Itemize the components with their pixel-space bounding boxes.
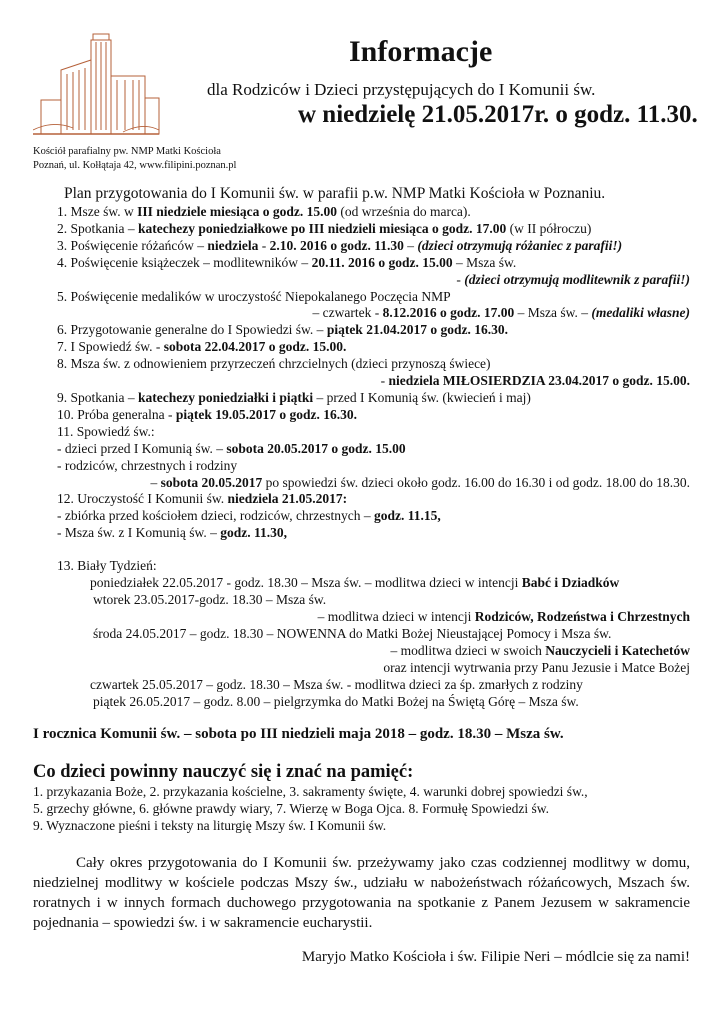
plan-item-12: 12. Uroczystość I Komunii św. niedziela 21.05.2017: (57, 491, 348, 506)
plan-title: Plan przygotowania do I Komunii św. w parafii p.w. NMP Matki Kościoła w Poznaniu. (64, 185, 606, 202)
white-week-thursday: czwartek 25.05.2017 – godz. 18.30 – Msza św. - modlitwa dzieci za śp. zmarłych z rodziny (90, 677, 583, 692)
plan-item-5-date: – czwartek - 8.12.2016 o godz. 17.00 – Msza św. – (medaliki własne) (312, 305, 690, 320)
white-week-friday: piątek 26.05.2017 – godz. 8.00 – pielgrzymka do Matki Bożej na Świętą Górę – Msza św. (93, 694, 579, 709)
plan-item-10: 10. Próba generalna - piątek 19.05.2017 o godz. 16.30. (57, 407, 357, 422)
page-subtitle: dla Rodziców i Dzieci przystępujących do I Komunii św. (207, 80, 596, 99)
learn-line-3: 9. Wyznaczone pieśni i teksty na liturgię Mszy św. I Komunii św. (33, 818, 387, 833)
plan-item-7: 7. I Spowiedź św. - sobota 22.04.2017 o godz. 15.00. (57, 339, 347, 354)
white-week-wednesday: środa 24.05.2017 – godz. 18.30 – NOWENNA do Matki Bożej Nieustającej Pomocy i Msza św. (93, 626, 612, 641)
plan-item-4: 4. Poświęcenie książeczek – modlitewników – 20.11. 2016 o godz. 15.00 – Msza św. (57, 255, 517, 270)
plan-item-9: 9. Spotkania – katechezy poniedziałki i piątki – przed I Komunią św. (kwiecień i maj) (57, 390, 531, 405)
white-week-wednesday-intention: – modlitwa dzieci w swoich Nauczycieli i Katechetów (390, 643, 690, 658)
white-week-monday: poniedziałek 22.05.2017 - godz. 18.30 – Msza św. – modlitwa dzieci w intencji Babć i Dziadków (90, 575, 620, 590)
plan-item-12-gathering: - zbiórka przed kościołem dzieci, rodziców, chrzestnych – godz. 11.15, (57, 508, 441, 523)
parish-address: Poznań, ul. Kołłątaja 42, www.filipini.poznan.pl (33, 160, 237, 171)
plan-item-11-parents: - rodziców, chrzestnych i rodziny (57, 458, 238, 473)
plan-item-11: 11. Spowiedź św.: (57, 424, 155, 439)
plan-item-11-children: - dzieci przed I Komunią św. – sobota 20.05.2017 o godz. 15.00 (57, 441, 406, 456)
plan-item-6: 6. Przygotowanie generalne do I Spowiedzi św. – piątek 21.04.2017 o godz. 16.30. (57, 322, 508, 337)
plan-item-3: 3. Poświęcenie różańców – niedziela - 2.10. 2016 o godz. 11.30 – (dzieci otrzymują różaniec z parafii!) (57, 238, 623, 253)
plan-item-1: 1. Msze św. w III niedziele miesiąca o godz. 15.00 (od września do marca). (57, 204, 471, 219)
learn-line-2: 5. grzechy główne, 6. główne prawdy wiary, 7. Wierzę w Boga Ojca. 8. Formułę Spowiedzi św. (33, 801, 549, 816)
plan-item-5: 5. Poświęcenie medalików w uroczystość Niepokalanego Poczęcia NMP (57, 289, 451, 304)
closing-paragraph: Cały okres przygotowania do I Komunii św. przeżywamy jako czas codziennej modlitwy w domu, niedzielnej modlitwy w kościele podczas Mszy św., udziału w nabożeństwach różańcowych, Mszach św. roratnych i w innych formach duchowego przygotowania na spotkanie z Panem Jezusem w sakramencie pojednania – spowiedzi św. i w sakramencie eucharystii. (33, 855, 690, 931)
plan-item-2: 2. Spotkania – katechezy poniedziałkowe po III niedzieli miesiąca o godz. 17.00 (w II półroczu) (57, 221, 592, 236)
white-week-wednesday-intention-2: oraz intencji wytrwania przy Panu Jezusie i Matce Bożej (383, 660, 690, 675)
white-week-title: 13. Biały Tydzień: (57, 558, 157, 573)
plan-item-8: 8. Msza św. z odnowieniem przyrzeczeń chrzcielnych (dzieci przynoszą świece) (57, 356, 491, 371)
white-week-tuesday-intention: – modlitwa dzieci w intencji Rodziców, Rodzeństwa i Chrzestnych (317, 609, 690, 624)
plan-item-12-mass: - Msza św. z I Komunią św. – godz. 11.30, (57, 525, 287, 540)
learn-line-1: 1. przykazania Boże, 2. przykazania kościelne, 3. sakramenty święte, 4. warunki dobrej spowiedzi św., (33, 784, 588, 799)
anniversary-line: I rocznica Komunii św. – sobota po III niedzieli maja 2018 – godz. 18.30 – Msza św. (33, 726, 564, 742)
parish-name: Kościół parafialny pw. NMP Matki Kościoła (33, 146, 221, 157)
plan-item-11-parents-date: – sobota 20.05.2017 po spowiedzi św. dzieci około godz. 16.00 do 16.30 i od godz. 18.00 do 18.30. (150, 475, 690, 490)
plan-item-8-date: - niedziela MIŁOSIERDZIA 23.04.2017 o godz. 15.00. (380, 373, 690, 388)
learn-heading: Co dzieci powinny nauczyć się i znać na pamięć: (33, 762, 414, 782)
plan-item-4-note: - (dzieci otrzymują modlitewnik z parafii!) (456, 272, 690, 287)
closing-prayer: Maryjo Matko Kościoła i św. Filipie Neri – módlcie się za nami! (301, 949, 690, 965)
date-heading: w niedzielę 21.05.2017r. o godz. 11.30. (298, 101, 698, 128)
white-week-tuesday: wtorek 23.05.2017-godz. 18.30 – Msza św. (93, 592, 327, 607)
church-logo (33, 30, 161, 138)
page-title: Informacje (349, 35, 493, 68)
